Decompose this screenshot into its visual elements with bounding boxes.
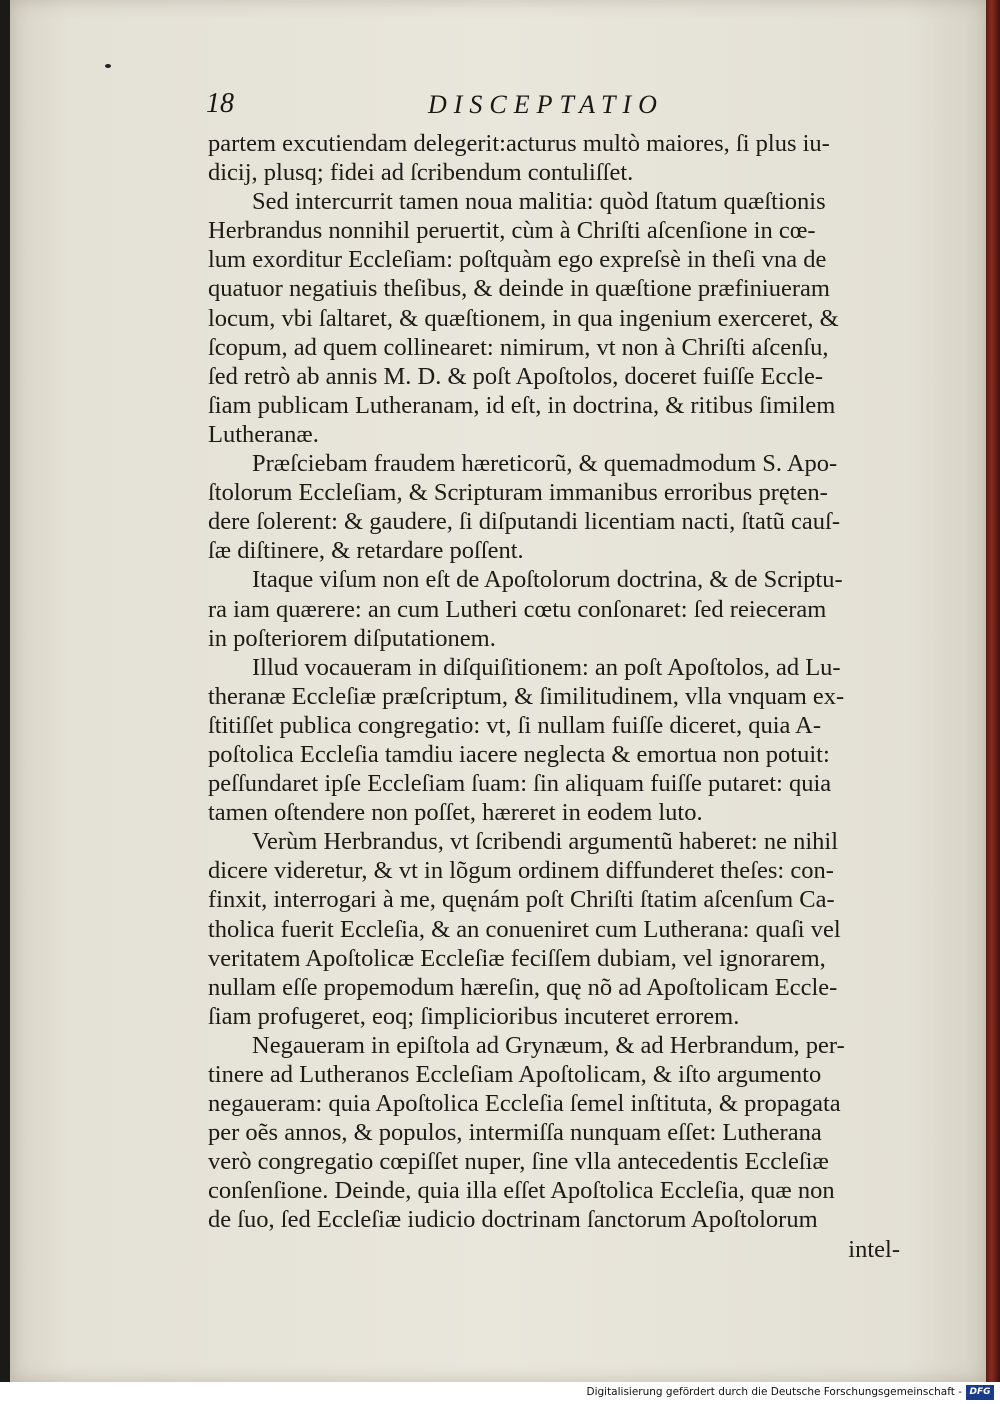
text-line: finxit, interrogari à me, quęnám poſt Chriſti ſtatim aſcenſum Ca- bbox=[208, 886, 835, 914]
binding-edge bbox=[986, 0, 1000, 1382]
text-line: lum exorditur Eccleſiam: poſtquàm ego expreſsè in theſi vna de bbox=[208, 246, 827, 274]
text-line: Illud vocaueram in diſquiſitionem: an poſt Apoſtolos, ad Lu- bbox=[252, 653, 841, 681]
text-line: tamen oſtendere non poſſet, hæreret in eodem luto. bbox=[208, 799, 703, 827]
funding-credit: Digitalisierung gefördert durch die Deutsche Forschungsgemeinschaft - bbox=[586, 1386, 962, 1398]
running-title: DISCEPTATIO bbox=[428, 90, 664, 119]
text-line: Negaueram in epiſtola ad Grynæum, & ad Herbrandum, per- bbox=[252, 1031, 845, 1059]
body-text bbox=[208, 129, 908, 1264]
text-line: ſcopum, ad quem collinearet: nimirum, vt non à Chriſti aſcenſu, bbox=[208, 333, 829, 361]
page-number: 18 bbox=[206, 88, 234, 119]
text-line: de ſuo, ſed Eccleſiæ iudicio doctrinam ſanctorum Apoſtolorum bbox=[208, 1206, 818, 1234]
text-line: Sed intercurrit tamen noua malitia: quòd ſtatum quæſtionis bbox=[252, 188, 826, 216]
text-line: poſtolica Eccleſia tamdiu iacere neglecta & emortua non potuit: bbox=[208, 740, 830, 768]
text-line: per oẽs annos, & populos, intermiſſa nunquam eſſet: Lutherana bbox=[208, 1119, 822, 1147]
text-line: dere ſolerent: & gaudere, ſi diſputandi licentiam nacti, ſtatũ cauſ- bbox=[208, 508, 840, 536]
text-line: dicere videretur, & vt in lõgum ordinem diffunderet theſes: con- bbox=[208, 857, 834, 885]
text-line: Præſciebam fraudem hæreticorũ, & quemadmodum S. Apo- bbox=[252, 450, 838, 478]
text-line: ſtitiſſet publica congregatio: vt, ſi nullam fuiſſe diceret, quia A- bbox=[208, 711, 822, 739]
text-line: ſæ diſtinere, & retardare poſſent. bbox=[208, 537, 524, 565]
text-line: veritatem Apoſtolicæ Eccleſiæ feciſſem dubiam, vel ignorarem, bbox=[208, 944, 826, 972]
text-line: ſiam publicam Lutheranam, id eſt, in doctrina, & ritibus ſimilem bbox=[208, 391, 836, 419]
text-line: partem excutiendam delegerit:acturus multò maiores, ſi plus iu- bbox=[208, 130, 830, 157]
text-line: Itaque viſum non eſt de Apoſtolorum doctrina, & de Scriptu- bbox=[252, 566, 843, 594]
text-line: negaueram: quia Apoſtolica Eccleſia ſemel inſtituta, & propagata bbox=[208, 1090, 841, 1118]
text-line: dicij, plusq; fidei ad ſcribendum contuliſſet. bbox=[208, 159, 634, 187]
text-line: ſtolorum Eccleſiam, & Scripturam immanibus erroribus pręten- bbox=[208, 479, 828, 507]
text-line: verò congregatio cœpiſſet nuper, ſine vlla antecedentis Eccleſiæ bbox=[208, 1148, 829, 1176]
text-line: Lutheranæ. bbox=[208, 420, 319, 448]
text-line: locum, vbi ſaltaret, & quæſtionem, in qua ingenium exerceret, & bbox=[208, 304, 839, 332]
dfg-logo: DFG bbox=[966, 1385, 994, 1400]
text-line: conſenſione. Deinde, quia illa eſſet Apoſtolica Eccleſia, quæ non bbox=[208, 1177, 835, 1205]
text-line: tinere ad Lutheranos Eccleſiam Apoſtolicam, & iſto argumento bbox=[208, 1061, 822, 1088]
text-line: theranæ Eccleſiæ præſcriptum, & ſimilitudinem, vlla vnquam ex- bbox=[208, 682, 845, 710]
text-line: ra iam quærere: an cum Lutheri cœtu conſonaret: ſed reieceram bbox=[208, 595, 827, 623]
text-line: ſiam profugeret, eoq; ſimplicioribus incuteret errorem. bbox=[208, 1002, 740, 1030]
ink-speck bbox=[105, 64, 111, 68]
footer-bar bbox=[0, 1382, 1000, 1404]
text-line: nullam eſſe propemodum hæreſin, quę nõ ad Apoſtolicam Eccle- bbox=[208, 973, 838, 1001]
text-line: tholica fuerit Eccleſia, & an conueniret cum Lutherana: quaſi vel bbox=[208, 915, 841, 943]
text-line: Verùm Herbrandus, vt ſcribendi argumentũ haberet: ne nihil bbox=[252, 828, 839, 856]
catchword: intel- bbox=[848, 1235, 900, 1263]
page-header bbox=[206, 88, 706, 124]
text-line: ſed retrò ab annis M. D. & poſt Apoſtolos, doceret fuiſſe Eccle- bbox=[208, 362, 824, 390]
text-line: peſſundaret ipſe Eccleſiam ſuam: ſin aliquam fuiſſe putaret: quia bbox=[208, 770, 832, 798]
text-line: Herbrandus nonnihil peruertit, cùm à Chriſti aſcenſione in cœ- bbox=[208, 217, 816, 245]
text-line: in poſteriorem diſputationem. bbox=[208, 624, 496, 652]
text-line: quatuor negatiuis theſibus, & deinde in quæſtione præfiniueram bbox=[208, 275, 830, 303]
